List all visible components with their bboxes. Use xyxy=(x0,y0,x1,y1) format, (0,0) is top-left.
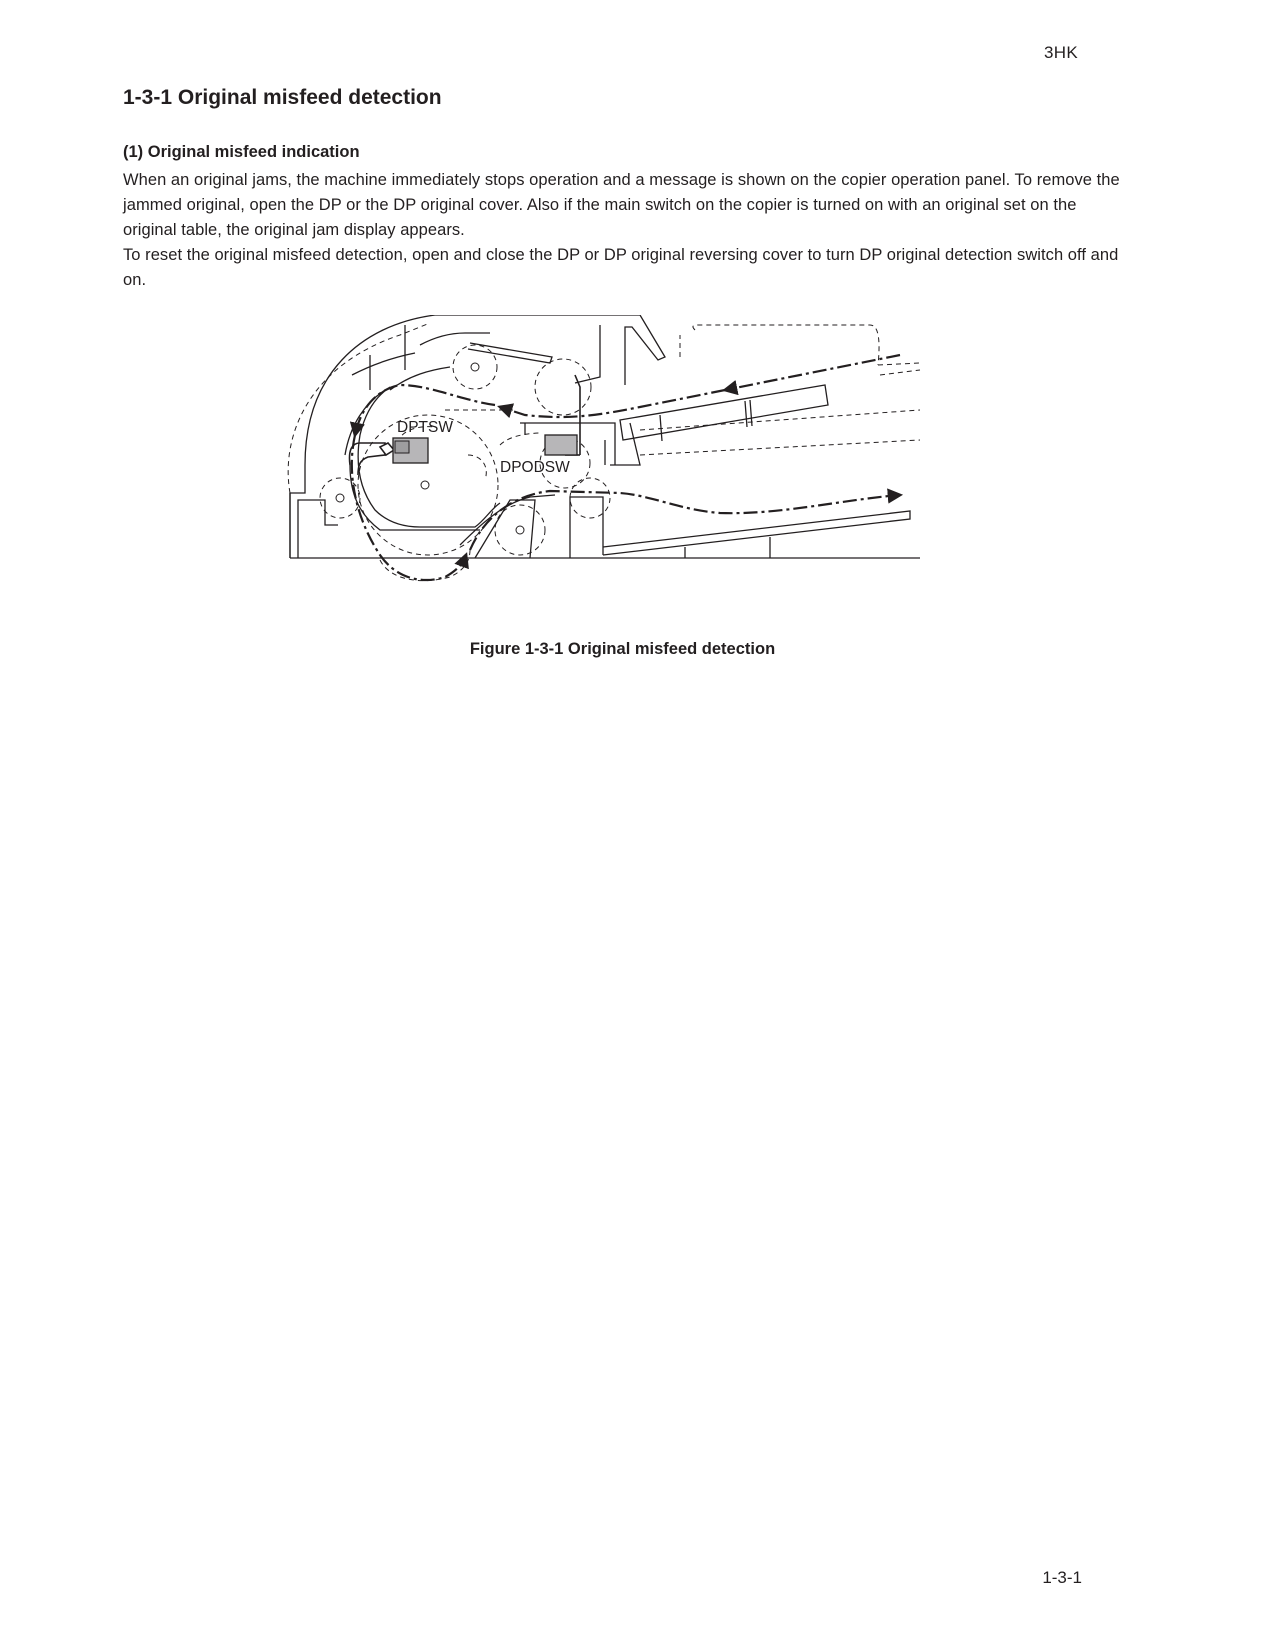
document-code: 3HK xyxy=(1044,43,1078,62)
subsection-title: (1) Original misfeed indication xyxy=(123,143,360,161)
original-feed-path xyxy=(352,355,900,580)
dptsw-label: DPTSW xyxy=(397,419,453,436)
diagram-svg xyxy=(280,315,970,615)
dptsw-switch-inner xyxy=(395,441,409,453)
section-title: 1-3-1 Original misfeed detection xyxy=(123,86,442,109)
page-number: 1-3-1 xyxy=(1042,1568,1082,1587)
dp-housing-outline xyxy=(290,315,920,558)
roller-centers xyxy=(336,363,524,534)
figure-caption: Figure 1-3-1 Original misfeed detection xyxy=(469,640,776,658)
dpodsw-switch xyxy=(545,435,577,455)
misfeed-detection-diagram xyxy=(280,315,970,615)
paragraph: When an original jams, the machine immediately stops operation and a message is shown on the copier operation panel. To remove the jammed original, open the DP or the DP original cover. Also if the main switch on the copier is turned on with an original set on the original table, the original jam display appears. xyxy=(123,171,1120,239)
body-text xyxy=(123,168,1133,293)
paragraph: To reset the original misfeed detection, open and close the DP or DP original reversing cover to turn DP original detection switch off and on. xyxy=(123,246,1119,289)
dpodsw-label: DPODSW xyxy=(500,459,570,476)
